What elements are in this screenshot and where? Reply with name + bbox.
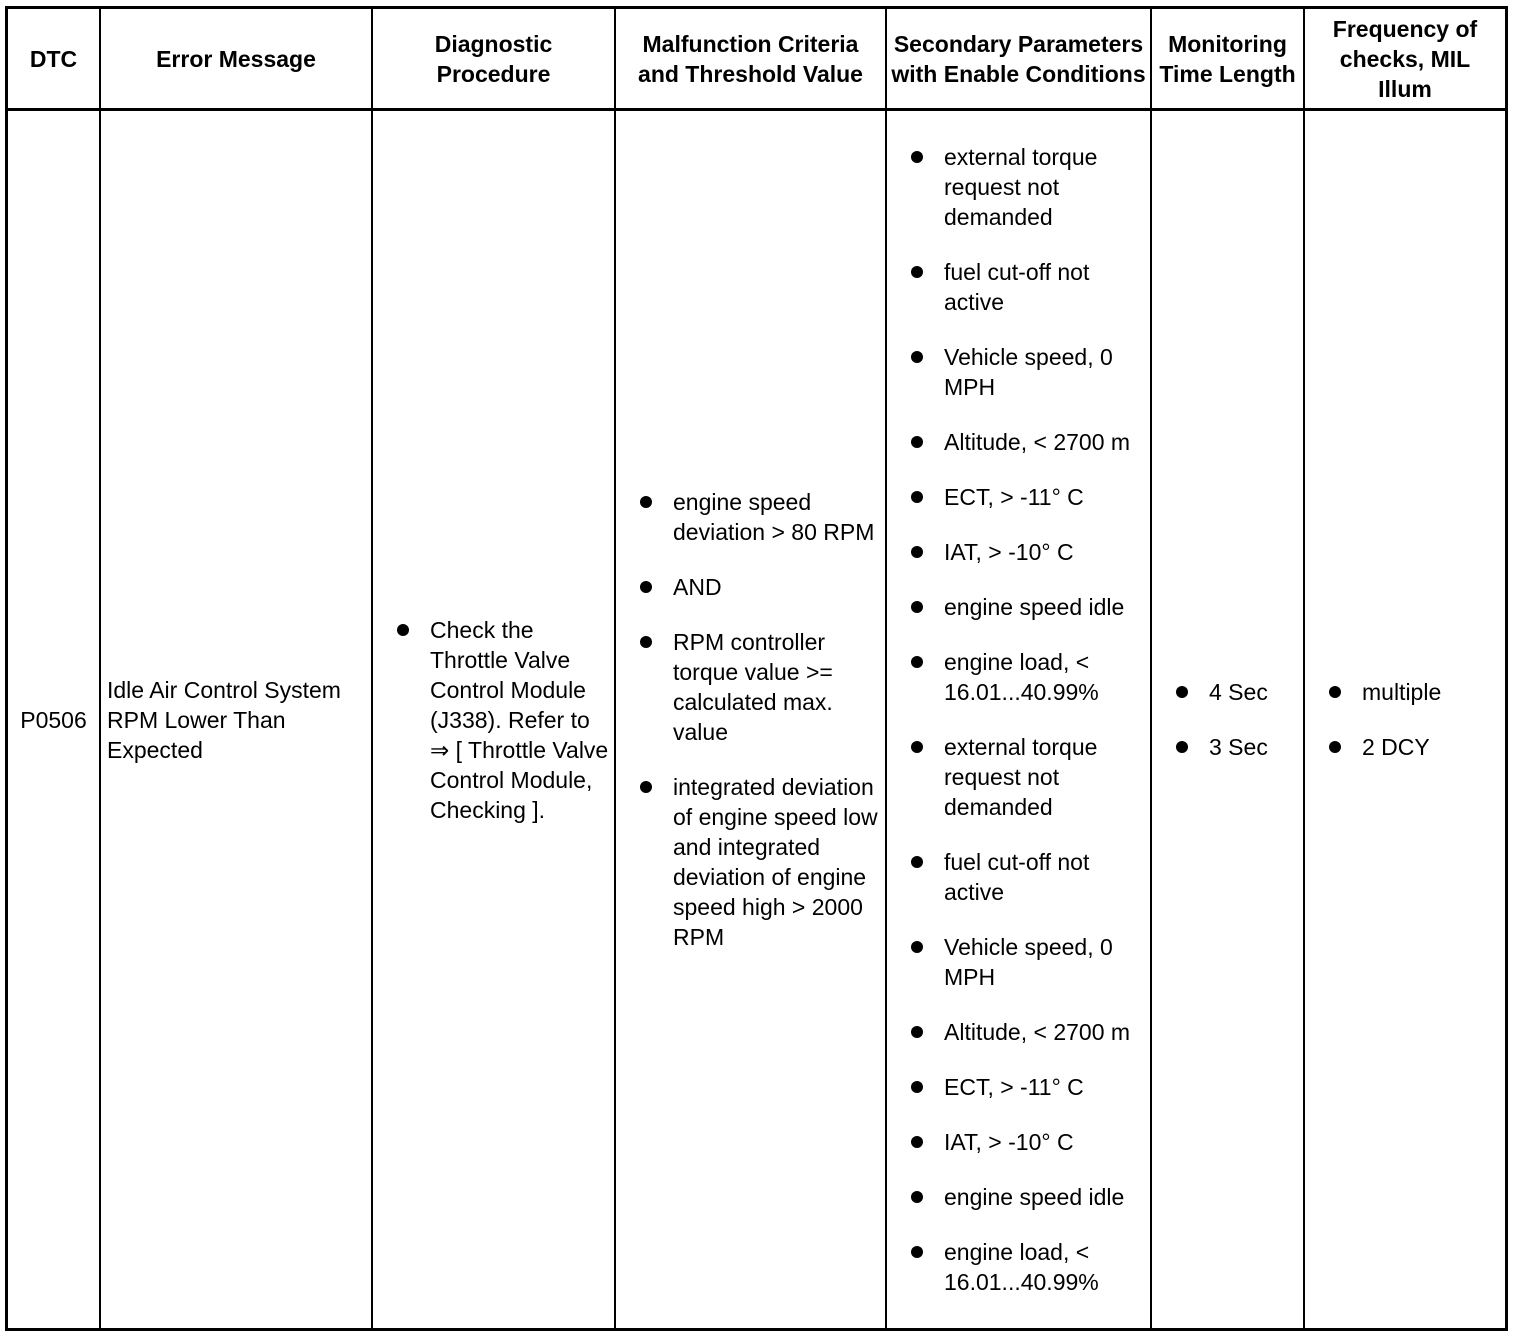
list-item (1329, 732, 1441, 762)
monitoring-time-text: 3 Sec (1209, 734, 1268, 760)
parameter-text: external torque request not demanded (944, 144, 1098, 230)
list-item (911, 647, 1150, 707)
list-item (911, 427, 1150, 457)
bullet-icon (911, 546, 923, 558)
parameter-text: fuel cut-off not active (944, 259, 1090, 315)
list-item (911, 537, 1150, 567)
bullet-icon (640, 581, 652, 593)
parameter-text: fuel cut-off not active (944, 849, 1090, 905)
dtc-code: P0506 (20, 706, 87, 733)
header-frequency: Frequency of checks, MIL Illum (1332, 15, 1478, 102)
criteria-text: engine speed deviation > 80 RPM (673, 489, 875, 545)
list-item (911, 732, 1150, 822)
criteria-text: integrated deviation of engine speed low and integrated deviation of engine speed high > 2000 RPM (673, 774, 878, 950)
parameter-text: external torque request not demanded (944, 734, 1098, 820)
dtc-table (5, 6, 1508, 1331)
cell-malfunction-criteria (616, 111, 885, 1328)
bullet-icon (1329, 686, 1341, 698)
bullet-icon (911, 1136, 923, 1148)
cell-monitoring-time (1152, 111, 1303, 1328)
header-diagnostic-procedure: Diagnostic Procedure (434, 30, 553, 87)
bullet-icon (911, 656, 923, 668)
list-item (911, 342, 1150, 402)
cell-diagnostic-procedure (373, 111, 614, 1328)
list-item (911, 1127, 1150, 1157)
bullet-icon (911, 436, 923, 448)
parameter-text: ECT, > -11° C (944, 1074, 1084, 1100)
parameter-text: IAT, > -10° C (944, 1129, 1074, 1155)
header-monitoring-time: Monitoring Time Length (1159, 30, 1296, 87)
bullet-icon (911, 856, 923, 868)
list-item (640, 627, 883, 747)
bullet-icon (911, 151, 923, 163)
parameter-text: Altitude, < 2700 m (944, 1019, 1131, 1045)
header-error-message: Error Message (156, 45, 316, 72)
frequency-text: multiple (1362, 679, 1442, 705)
bullet-icon (1176, 741, 1188, 753)
bullet-icon (397, 624, 409, 636)
list-item (911, 482, 1150, 512)
bullet-icon (911, 1191, 923, 1203)
parameter-text: engine speed idle (944, 1184, 1125, 1210)
header-dtc: DTC (29, 45, 78, 72)
list-item (1176, 732, 1268, 762)
list-item (911, 847, 1150, 907)
list-item (397, 615, 610, 825)
list-item (911, 142, 1150, 232)
parameter-text: ECT, > -11° C (944, 484, 1084, 510)
list-item (911, 932, 1150, 992)
list-item (911, 592, 1150, 622)
list-item (911, 1237, 1150, 1297)
secondary-parameters-list (911, 142, 1150, 1297)
cell-error-message (101, 111, 371, 1328)
diagnostic-procedure-list (397, 615, 610, 825)
parameter-text: Vehicle speed, 0 MPH (944, 344, 1113, 400)
list-item (640, 772, 883, 952)
list-item (1176, 677, 1268, 707)
parameter-text: Vehicle speed, 0 MPH (944, 934, 1113, 990)
parameter-text: IAT, > -10° C (944, 539, 1074, 565)
criteria-text: AND (673, 574, 722, 600)
bullet-icon (1329, 741, 1341, 753)
bullet-icon (911, 1081, 923, 1093)
malfunction-criteria-list (640, 487, 883, 952)
bullet-icon (911, 1246, 923, 1258)
bullet-icon (640, 781, 652, 793)
bullet-icon (1176, 686, 1188, 698)
header-malfunction-criteria: Malfunction Criteria and Threshold Value (638, 30, 863, 87)
bullet-icon (911, 491, 923, 503)
bullet-icon (911, 1026, 923, 1038)
criteria-text: RPM controller torque value >= calculated max. value (673, 629, 833, 745)
list-item (640, 572, 883, 602)
list-item (911, 1017, 1150, 1047)
bullet-icon (911, 941, 923, 953)
bullet-icon (911, 266, 923, 278)
frequency-list (1329, 677, 1441, 762)
list-item (911, 1072, 1150, 1102)
cell-frequency (1305, 111, 1505, 1328)
bullet-icon (640, 636, 652, 648)
parameter-text: Altitude, < 2700 m (944, 429, 1131, 455)
monitoring-time-text: 4 Sec (1209, 679, 1268, 705)
header-secondary-parameters: Secondary Parameters with Enable Conditions (891, 30, 1146, 87)
bullet-icon (911, 601, 923, 613)
list-item (640, 487, 883, 547)
cell-secondary-parameters (887, 111, 1150, 1328)
bullet-icon (911, 741, 923, 753)
error-message-text: Idle Air Control System RPM Lower Than Expected (107, 676, 341, 763)
bullet-icon (911, 351, 923, 363)
list-item (911, 257, 1150, 317)
diagnostic-procedure-text: Check the Throttle Valve Control Module (J338). Refer to ⇒ [ Throttle Valve Control Module, Checking ]. (430, 616, 609, 823)
list-item (911, 1182, 1150, 1212)
frequency-text: 2 DCY (1362, 734, 1430, 760)
parameter-text: engine load, < 16.01...40.99% (944, 649, 1099, 705)
parameter-text: engine speed idle (944, 594, 1125, 620)
monitoring-time-list (1176, 677, 1268, 762)
bullet-icon (640, 496, 652, 508)
cell-dtc (8, 111, 99, 1328)
parameter-text: engine load, < 16.01...40.99% (944, 1239, 1099, 1295)
list-item (1329, 677, 1441, 707)
